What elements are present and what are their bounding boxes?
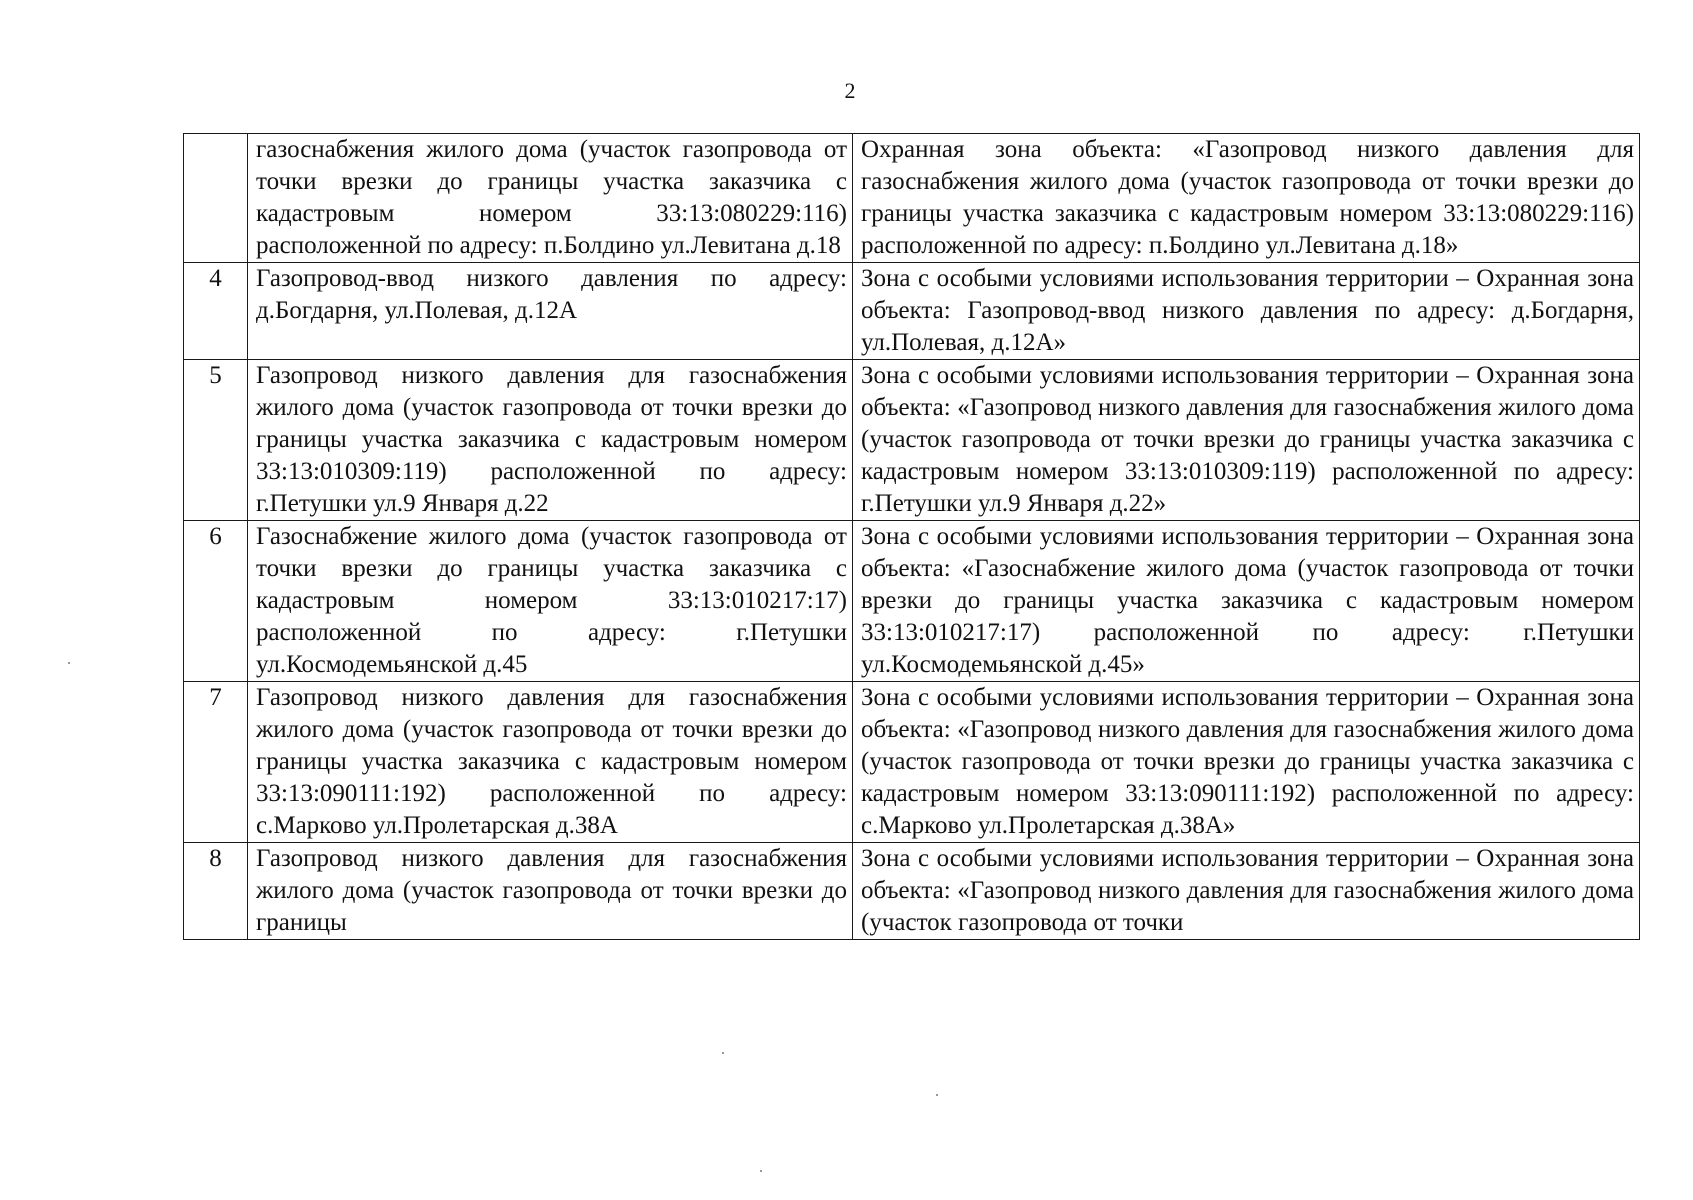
- scan-speck: [722, 1052, 724, 1054]
- table-row: [184, 843, 1640, 940]
- table-row: [184, 360, 1640, 521]
- row-number: 6: [184, 521, 248, 682]
- row-number: 8: [184, 843, 248, 940]
- table-row: [184, 134, 1640, 263]
- zone-description: Зона с особыми условиями использования территории – Охранная зона объекта: «Газоснабжение жилого дома (участок газопровода от точки врезки до границы участка заказчика с кадастровым номером 33:13:010217:17) расположенной по адресу: г.Петушки ул.Космодемьянской д.45»: [853, 521, 1640, 682]
- object-description: Газопровод низкого давления для газоснабжения жилого дома (участок газопровода от точки врезки до границы: [248, 843, 853, 940]
- object-description: газоснабжения жилого дома (участок газопровода от точки врезки до границы участка заказчика с кадастровым номером 33:13:080229:116) расположенной по адресу: п.Болдино ул.Левитана д.18: [248, 134, 853, 263]
- scan-speck: [760, 1170, 762, 1172]
- row-number: 7: [184, 682, 248, 843]
- zone-description: Зона с особыми условиями использования территории – Охранная зона объекта: Газопровод-ввод низкого давления по адресу: д.Богдарня, ул.Полевая, д.12А»: [853, 263, 1640, 360]
- row-number: 4: [184, 263, 248, 360]
- table-row: [184, 682, 1640, 843]
- object-description: Газопровод низкого давления для газоснабжения жилого дома (участок газопровода от точки врезки до границы участка заказчика с кадастровым номером 33:13:010309:119) расположенной по адресу: г.Петушки ул.9 Января д.22: [248, 360, 853, 521]
- table-row: [184, 521, 1640, 682]
- page-number: 2: [844, 78, 856, 103]
- zone-description: Зона с особыми условиями использования территории – Охранная зона объекта: «Газопровод низкого давления для газоснабжения жилого дома (участок газопровода от точки врезки до границы участка заказчика с кадастровым номером 33:13:090111:192) расположенной по адресу: с.Марково ул.Пролетарская д.38А»: [853, 682, 1640, 843]
- row-number: [184, 134, 248, 263]
- scan-speck: [936, 1094, 938, 1096]
- zone-description: Зона с особыми условиями использования территории – Охранная зона объекта: «Газопровод низкого давления для газоснабжения жилого дома (участок газопровода от точки: [853, 843, 1640, 940]
- zone-description: Зона с особыми условиями использования территории – Охранная зона объекта: «Газопровод низкого давления для газоснабжения жилого дома (участок газопровода от точки врезки до границы участка заказчика с кадастровым номером 33:13:010309:119) расположенной по адресу: г.Петушки ул.9 Января д.22»: [853, 360, 1640, 521]
- zones-table: [183, 133, 1640, 940]
- table-row: [184, 263, 1640, 360]
- row-number: 5: [184, 360, 248, 521]
- object-description: Газопровод низкого давления для газоснабжения жилого дома (участок газопровода от точки врезки до границы участка заказчика с кадастровым номером 33:13:090111:192) расположенной по адресу: с.Марково ул.Пролетарская д.38А: [248, 682, 853, 843]
- zone-description: Охранная зона объекта: «Газопровод низкого давления для газоснабжения жилого дома (участок газопровода от точки врезки до границы участка заказчика с кадастровым номером 33:13:080229:116) расположенной по адресу: п.Болдино ул.Левитана д.18»: [853, 134, 1640, 263]
- object-description: Газоснабжение жилого дома (участок газопровода от точки врезки до границы участка заказчика с кадастровым номером 33:13:010217:17) расположенной по адресу: г.Петушки ул.Космодемьянской д.45: [248, 521, 853, 682]
- scan-speck: [68, 662, 70, 664]
- object-description: Газопровод-ввод низкого давления по адресу: д.Богдарня, ул.Полевая, д.12А: [248, 263, 853, 360]
